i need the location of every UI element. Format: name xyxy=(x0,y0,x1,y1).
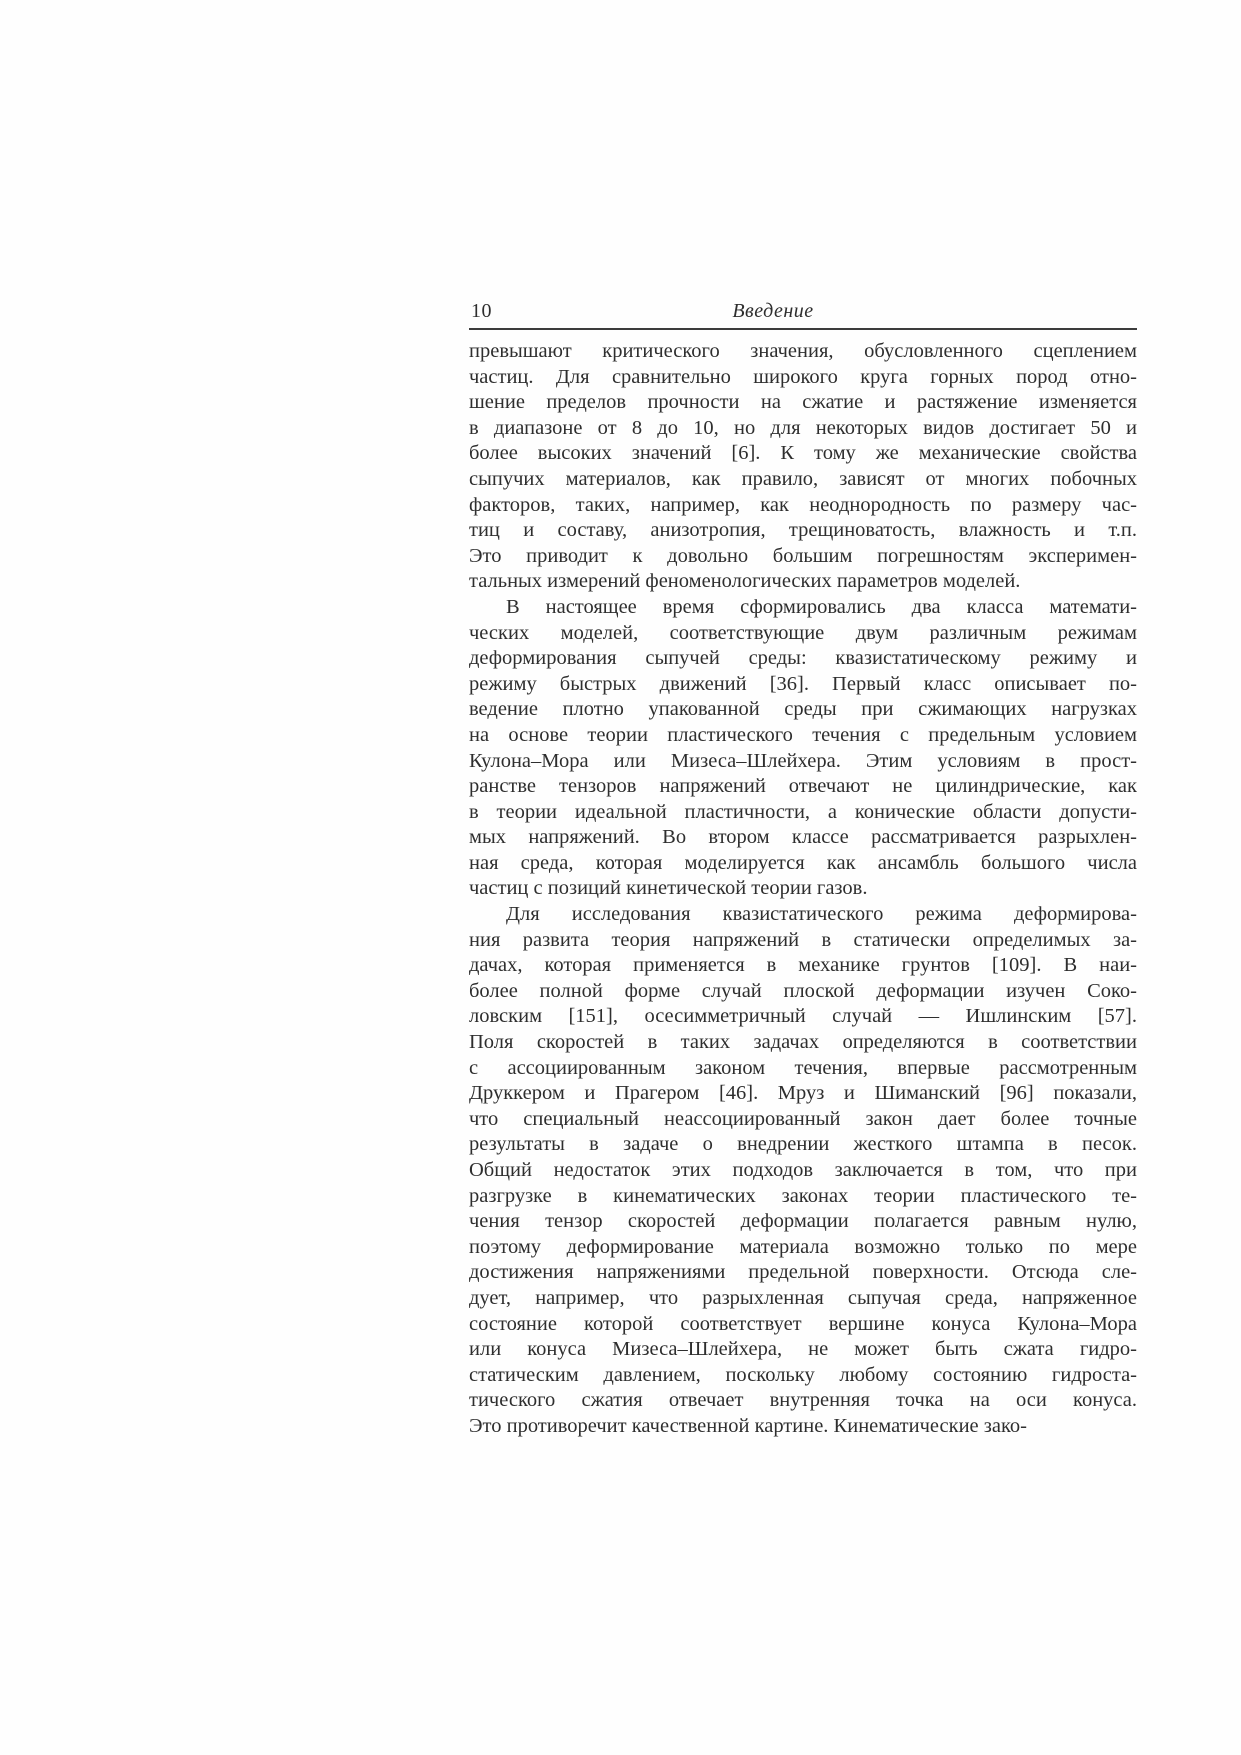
text-line: превышают критического значения, обусловленного сцеплением xyxy=(469,340,1137,362)
text-line: достижения напряжениями предельной поверхности. Отсюда сле- xyxy=(469,1261,1137,1284)
text-line: результаты в задаче о внедрении жесткого штампа в песок. xyxy=(469,1133,1137,1156)
running-title: Введение xyxy=(732,300,814,322)
text-line: тальных измерений феноменологических параметров моделей. xyxy=(469,570,1021,593)
text-line: Друккером и Прагером [46]. Мруз и Шиманский [96] показали, xyxy=(469,1082,1137,1105)
text-line: ловским [151], осесимметричный случай — Ишлинским [57]. xyxy=(469,1005,1137,1028)
text-line: факторов, таких, например, как неоднородность по размеру час- xyxy=(469,493,1137,516)
text-line: дачах, которая применяется в механике грунтов [109]. В наи- xyxy=(469,954,1137,977)
text-line: более полной форме случай плоской деформации изучен Соко- xyxy=(469,979,1137,1002)
text-line: Для исследования квазистатического режима деформирова- xyxy=(506,903,1137,926)
text-line: тиц и составу, анизотропия, трещиноватость, влажность и т.п. xyxy=(469,519,1137,542)
text-line: Кулона–Мора или Мизеса–Шлейхера. Этим условиям в прост- xyxy=(469,749,1137,772)
text-line: на основе теории пластического течения с предельным условием xyxy=(469,723,1137,746)
text-line: Это противоречит качественной картине. Кинематические зако- xyxy=(469,1414,1027,1437)
text-line: или конуса Мизеса–Шлейхера, не может быть сжата гидро- xyxy=(469,1338,1137,1361)
text-line: сыпучих материалов, как правило, зависят от многих побочных xyxy=(469,467,1137,490)
text-line: чения тензор скоростей деформации полагается равным нулю, xyxy=(469,1210,1137,1233)
text-line: ведение плотно упакованной среды при сжимающих нагрузках xyxy=(469,698,1137,721)
text-line: мых напряжений. Во втором классе рассматривается разрыхлен- xyxy=(469,826,1137,849)
text-line: Поля скоростей в таких задачах определяются в соответствии xyxy=(469,1031,1137,1054)
text-line: ранстве тензоров напряжений отвечают не цилиндрические, как xyxy=(469,775,1137,798)
text-line: Это приводит к довольно большим погрешностям эксперимен- xyxy=(469,544,1137,567)
text-line: частиц. Для сравнительно широкого круга горных пород отно- xyxy=(469,365,1137,388)
page-number: 10 xyxy=(471,300,492,322)
text-line: ческих моделей, соответствующие двум различным режимам xyxy=(469,621,1137,644)
text-line: в теории идеальной пластичности, а конические области допусти- xyxy=(469,800,1137,823)
text-line: шение пределов прочности на сжатие и растяжение изменяется xyxy=(469,391,1137,414)
text-line: поэтому деформирование материала возможно только по мере xyxy=(469,1235,1137,1258)
running-head xyxy=(469,300,1137,330)
text-line: дует, например, что разрыхленная сыпучая среда, напряженное xyxy=(469,1286,1137,1309)
text-line: разгрузке в кинематических законах теории пластического те- xyxy=(469,1184,1137,1207)
body-text xyxy=(469,339,1137,1440)
text-line: частиц с позиций кинетической теории газов. xyxy=(469,877,868,900)
text-line: более высоких значений [6]. К тому же механические свойства xyxy=(469,442,1137,465)
text-line: тического сжатия отвечает внутренняя точка на оси конуса. xyxy=(469,1389,1137,1412)
text-line: режиму быстрых движений [36]. Первый класс описывает по- xyxy=(469,672,1137,695)
text-line: состояние которой соответствует вершине конуса Кулона–Мора xyxy=(469,1312,1137,1335)
text-line: статическим давлением, поскольку любому состоянию гидроста- xyxy=(469,1363,1137,1386)
text-line: что специальный неассоциированный закон дает более точные xyxy=(469,1107,1137,1130)
text-line: Общий недостаток этих подходов заключается в том, что при xyxy=(469,1159,1137,1181)
text-line: деформирования сыпучей среды: квазистатическому режиму и xyxy=(469,647,1137,670)
text-line: с ассоциированным законом течения, впервые рассмотренным xyxy=(469,1056,1137,1079)
text-line: ния развита теория напряжений в статически определимых за- xyxy=(469,928,1137,951)
text-line: В настоящее время сформировались два класса математи- xyxy=(506,595,1137,618)
text-line: ная среда, которая моделируется как ансамбль большого числа xyxy=(469,851,1137,874)
text-line: в диапазоне от 8 до 10, но для некоторых видов достигает 50 и xyxy=(469,416,1137,439)
